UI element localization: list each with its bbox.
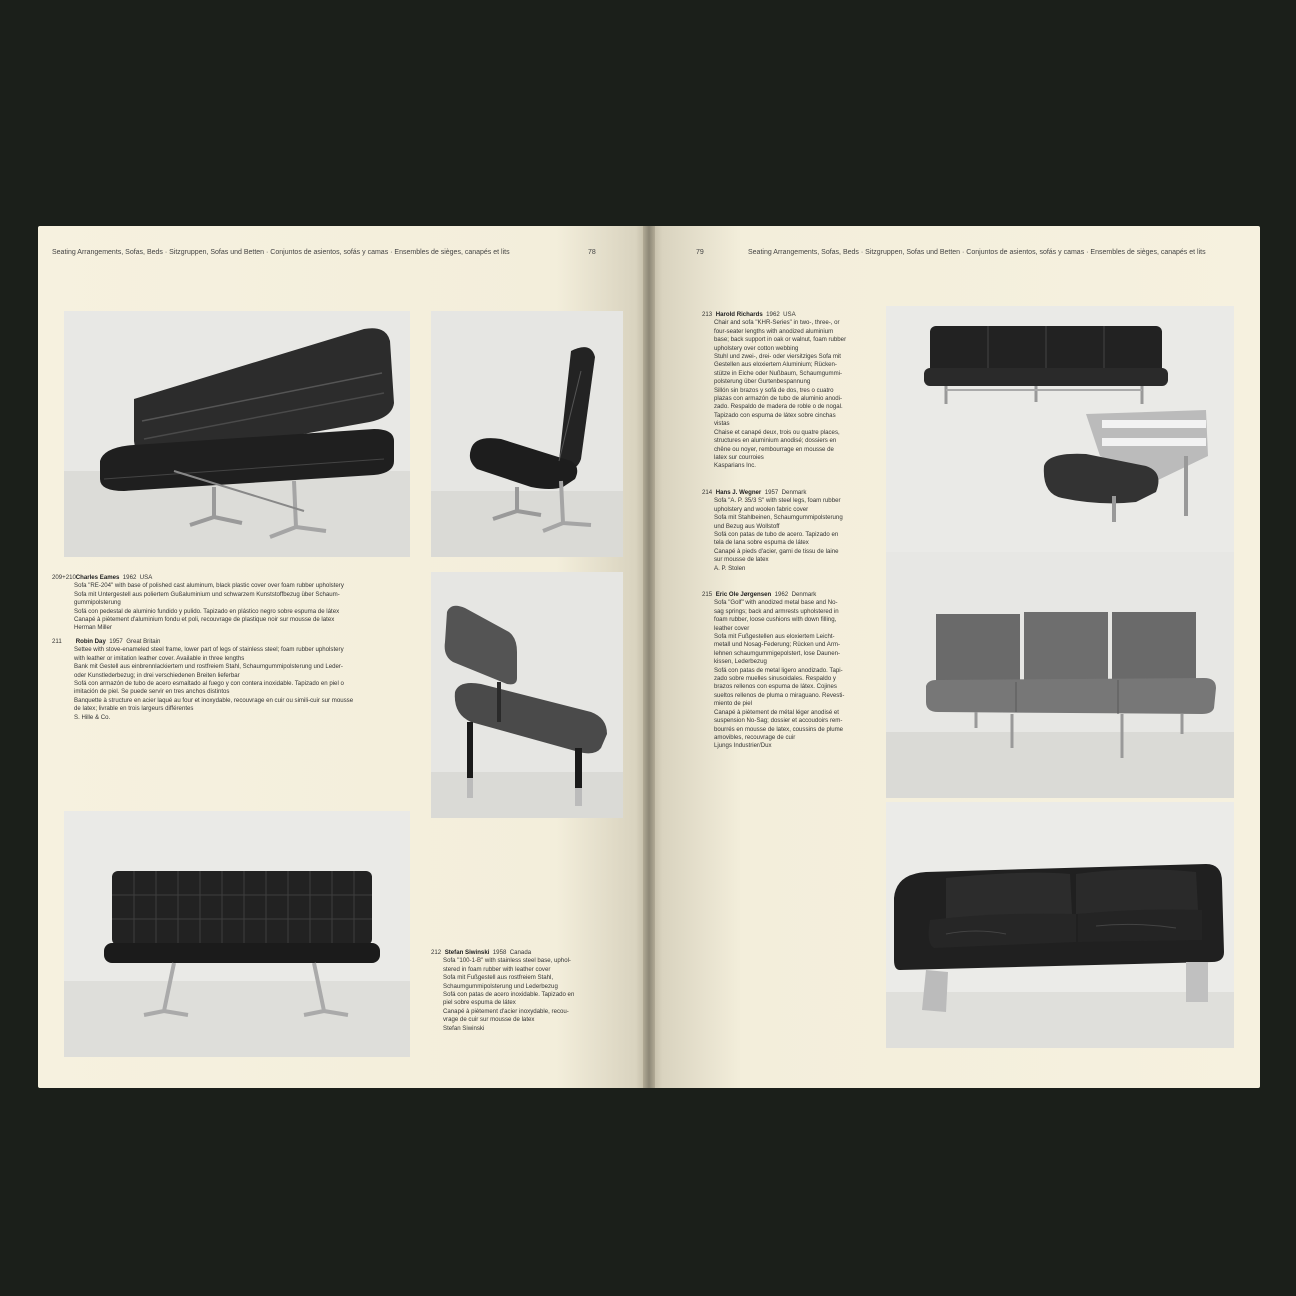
caption-line: plazas con armazón de tubo de aluminio anodi- xyxy=(714,395,843,403)
caption-line: Settee with stove-enameled steel frame, lower part of legs of stainless steel; foam rubber upholstery xyxy=(74,646,344,654)
book-gutter xyxy=(643,226,655,1088)
caption-line: sur mousse de latex xyxy=(714,556,769,564)
designer-name: Robin Day xyxy=(75,638,106,645)
caption-line: Sofá con pedestal de aluminio fundido y pulido. Tapizado en plástico negro sobre espuma de látex xyxy=(74,607,340,615)
caption-line: Schaumgummipolsterung und Lederbezug xyxy=(443,982,558,990)
caption-line: oder Kunstlederbezug; in drei verschiedenen Breiten lieferbar xyxy=(74,671,240,679)
caption-line: Sofá con patas de metal ligero anodizado. Tapi- xyxy=(714,666,843,674)
caption-line: latex sur courroies xyxy=(714,453,764,461)
caption-line: four-seater lengths with anodized aluminium xyxy=(714,327,834,335)
country: Canada xyxy=(509,949,532,956)
caption-line: brazos rellenos con espuma de látex. Cojines xyxy=(714,683,837,691)
design-year: 1962 xyxy=(774,591,789,598)
caption-line: metall und Nosag-Federung; Rücken und Arm- xyxy=(714,641,841,649)
caption-line: Gestellen aus eloxiertem Aluminium; Rücken- xyxy=(714,361,837,369)
designer-name: Charles Eames xyxy=(75,574,120,581)
manufacturer: Stefan Siwinski xyxy=(443,1024,485,1032)
caption-line: Stuhl und zwei-, drei- oder viersitziges Sofa mit xyxy=(714,353,842,361)
book-spread xyxy=(38,226,1260,1088)
caption-line: Canapé à piètement d'acier inoxydable, recou- xyxy=(443,1007,569,1015)
caption-line: Chair and sofa "KHR-Series" in two-, three-, or xyxy=(714,319,840,327)
caption-line: Canapé à piètement d'aluminium fondu et poli, recouvrage de plastique noir sur mousse de latex xyxy=(74,616,335,624)
sofa-photo-siwinski xyxy=(64,811,410,1057)
caption-line: sag springs; back and armrests upholstered in xyxy=(714,607,839,615)
caption-line: upholstery over cotton webbing xyxy=(714,344,799,352)
left-page xyxy=(38,226,648,1088)
caption-line: Sofá con patas de tubo de acero. Tapizado en xyxy=(714,531,839,539)
caption-line: Sofa "100-1-B" with stainless steel base, uphol- xyxy=(443,957,571,965)
caption-line: amovibles, recouvrage de cuir xyxy=(714,733,796,741)
caption-line: de latex; livrable en trois largeurs différentes xyxy=(74,705,194,713)
caption-215 xyxy=(702,591,882,751)
caption-209-210 xyxy=(52,574,422,633)
caption-number: 209+210 xyxy=(52,574,76,581)
manufacturer: S. Hille & Co. xyxy=(74,713,111,721)
caption-line: Sofá con patas de acero inoxidable. Tapizado en xyxy=(443,991,575,999)
caption-211 xyxy=(52,638,422,722)
caption-line: leather cover xyxy=(714,624,750,632)
caption-line: Sofá con armazón de tubo de acero esmaltado al fuego y con contera inoxidable. Tapizado en piel o xyxy=(74,680,344,688)
page-header: Seating Arrangements, Sofas, Beds · Sitzgruppen, Sofas und Betten · Conjuntos de asientos, sofás y camas · Ensembles de sièges, canapés et lits xyxy=(52,249,510,256)
caption-line: Sofa mit Fußgestell aus rostfreiem Stahl, xyxy=(443,974,554,982)
caption-line: Bank mit Gestell aus einbrennlackiertem und rostfreiem Stahl, Schaumgummipolsterung und Leder- xyxy=(74,663,343,671)
caption-212 xyxy=(431,949,631,1033)
caption-line: with leather or imitation leather cover. Available in three lengths xyxy=(74,654,245,662)
page-number: 79 xyxy=(696,249,704,256)
sofa-photo-eames-side xyxy=(431,311,623,557)
designer-name: Stefan Siwinski xyxy=(444,949,490,956)
caption-line: Sofa mit Untergestell aus poliertem Gußaluminium und schwarzem Kunststoffbezug über Schaum- xyxy=(74,590,340,598)
caption-214 xyxy=(702,489,882,573)
caption-line: suspension No-Sag; dossier et accoudoirs rem- xyxy=(714,717,843,725)
caption-line: base; back support in oak or walnut, foam rubber xyxy=(714,336,847,344)
country: USA xyxy=(139,574,153,581)
caption-line: lehnen schaumgummigepolstert, lose Daunen- xyxy=(714,649,841,657)
page-number: 78 xyxy=(588,249,596,256)
design-year: 1962 xyxy=(122,574,137,581)
caption-line: upholstery and woolen fabric cover xyxy=(714,505,809,513)
sofa-photo-wegner xyxy=(886,552,1234,798)
sofa-photo-harold-richards xyxy=(886,306,1234,552)
caption-line: gummipolsterung xyxy=(74,599,121,607)
design-year: 1957 xyxy=(764,489,779,496)
caption-line: Banquette à structure en acier laqué au four et inoxydable, recouvrage en cuir ou simili-cuir sur mousse xyxy=(74,696,354,704)
caption-line: tela de lana sobre espuma de látex xyxy=(714,539,809,547)
caption-line: Tapizado con espuma de látex sobre cinchas xyxy=(714,411,836,419)
caption-line: structures en aluminium anodisé; dossiers en xyxy=(714,437,837,445)
design-year: 1957 xyxy=(109,638,123,645)
caption-number: 214 xyxy=(702,489,713,496)
caption-number: 211 xyxy=(52,638,62,645)
caption-line: Chaise et canapé deux, trois ou quatre places, xyxy=(714,428,840,436)
caption-line: stütze in Eiche oder Nußbaum, Schaumgummi- xyxy=(714,369,843,377)
caption-line: imitación de piel. Se puede servir en tres anchos distintos xyxy=(74,688,230,696)
country: Denmark xyxy=(791,591,817,598)
caption-line: kissen, Lederbezug xyxy=(714,658,767,666)
caption-line: chêne ou noyer, rembourrage en mousse de xyxy=(714,445,834,453)
manufacturer: Ljungs Industrier/Dux xyxy=(714,742,772,750)
caption-line: bourrés en mousse de latex, coussins de plume xyxy=(714,725,844,733)
right-page xyxy=(650,226,1260,1088)
caption-line: Sofa mit Fußgestellen aus eloxiertem Leicht- xyxy=(714,633,835,641)
caption-line: zado. Respaldo de madera de roble o de nogal. xyxy=(714,403,843,411)
country: USA xyxy=(783,311,796,318)
caption-line: Canapé à pieds d'acier, garni de tissu de laine xyxy=(714,547,839,555)
caption-line: vrage de cuir sur mousse de latex xyxy=(443,1016,535,1024)
designer-name: Hans J. Wegner xyxy=(715,489,762,496)
sofa-photo-jorgensen xyxy=(886,802,1234,1048)
caption-line: Sofa "A. P. 35/3 S" with steel legs, foam rubber xyxy=(714,497,841,505)
caption-line: Sofa "RE-204" with base of polished cast aluminum, black plastic cover over foam rubber upholstery xyxy=(74,582,344,590)
design-year: 1958 xyxy=(492,949,507,956)
caption-line: vistas xyxy=(714,420,730,428)
caption-line: Sofa "Golf" with anodized metal base and No- xyxy=(714,599,838,607)
caption-number: 212 xyxy=(431,949,442,956)
caption-line: polsterung über Gurtenbespannung xyxy=(714,378,811,386)
caption-line: und Bezug aus Wollstoff xyxy=(714,522,780,530)
country: Great Britain xyxy=(126,638,161,645)
caption-line: sueltos rellenos de pluma o miraguano. Revesti- xyxy=(714,691,845,699)
caption-213 xyxy=(702,311,882,471)
manufacturer: Kasparians Inc. xyxy=(714,462,757,470)
designer-name: Harold Richards xyxy=(715,311,763,318)
caption-line: Sofa mit Stahlbeinen, Schaumgummipolsterung xyxy=(714,514,843,522)
caption-line: miento de piel xyxy=(714,700,752,708)
caption-line: foam rubber, loose cushions with down filling, xyxy=(714,616,837,624)
sofa-photo-eames-front xyxy=(64,311,410,557)
manufacturer: A. P. Stolen xyxy=(714,564,746,572)
sofa-photo-robin-day xyxy=(431,572,623,818)
caption-line: piel sobre espuma de látex xyxy=(443,999,516,1007)
caption-number: 213 xyxy=(702,311,713,318)
caption-line: zado sobre muelles sinusoidales. Respaldo y xyxy=(714,675,836,683)
design-year: 1962 xyxy=(766,311,780,318)
manufacturer: Herman Miller xyxy=(74,624,112,632)
caption-line: Canapé à piètement de métal léger anodisé et xyxy=(714,708,840,716)
designer-name: Eric Ole Jørgensen xyxy=(715,591,772,598)
caption-number: 215 xyxy=(702,591,713,598)
caption-line: Sillón sin brazos y sofá de dos, tres o cuatro xyxy=(714,386,834,394)
page-header: Seating Arrangements, Sofas, Beds · Sitzgruppen, Sofas und Betten · Conjuntos de asientos, sofás y camas · Ensembles de sièges, canapés et lits xyxy=(748,249,1206,256)
caption-line: stered in foam rubber with leather cover xyxy=(443,965,551,973)
country: Denmark xyxy=(781,489,807,496)
